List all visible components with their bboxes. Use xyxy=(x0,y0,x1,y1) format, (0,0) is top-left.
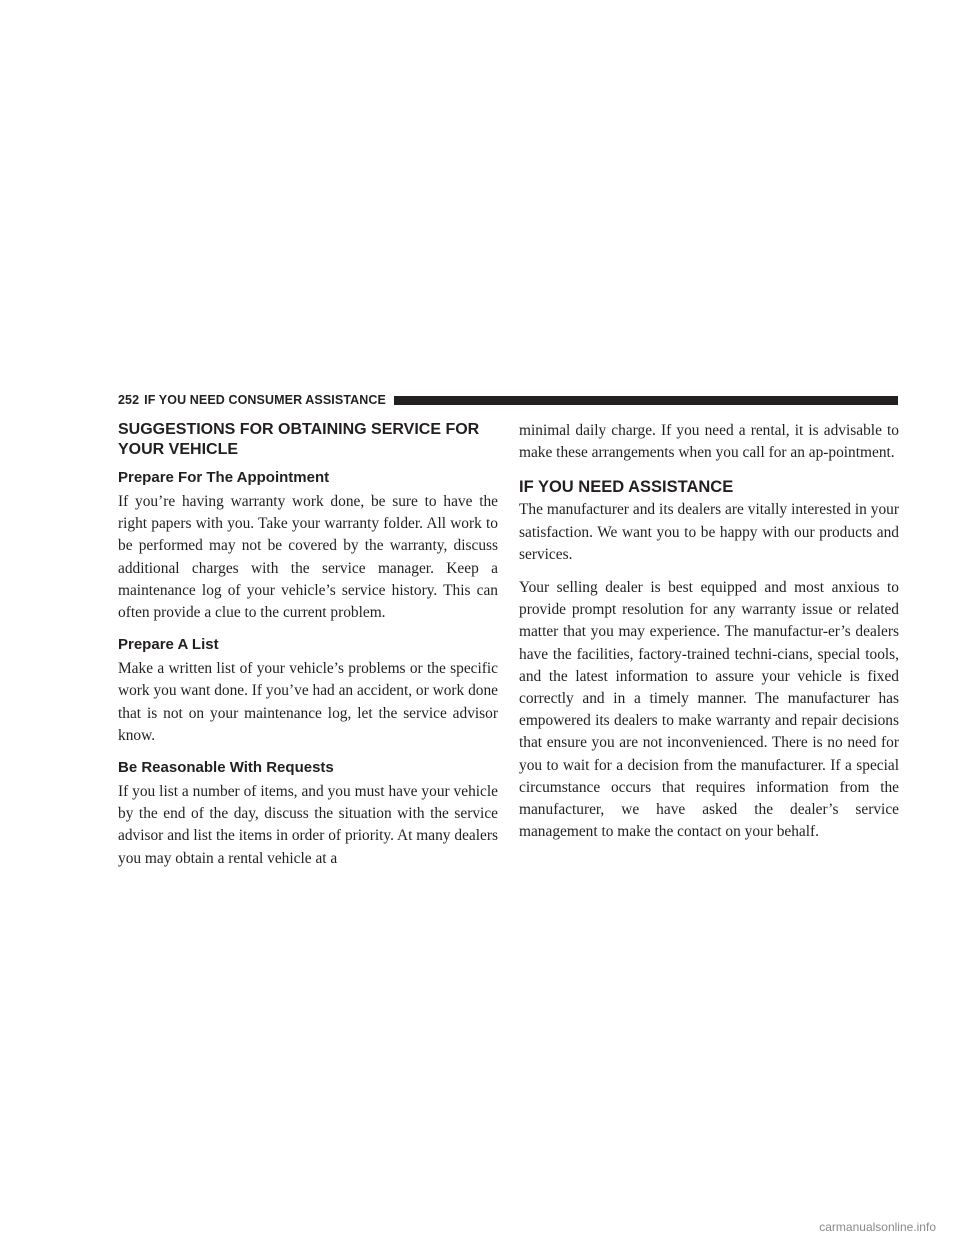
subheading-prepare-appointment: Prepare For The Appointment xyxy=(118,469,330,486)
paragraph-prepare-list: Make a written list of your vehicle’s problems or the specific work you want done. If you’ve had an accident, or work done that is not on your maintenance log, let the service advisor know. xyxy=(118,660,498,744)
paragraph-prepare-appointment: If you’re having warranty work done, be sure to have the right papers with you. Take your warranty folder. All work to be performed may not be covered by the warranty, discuss additional charges with the service manager. Keep a maintenance log of your vehicle’s service history. This can often provide a clue to the current problem. xyxy=(118,493,498,622)
section-title: IF YOU NEED CONSUMER ASSISTANCE xyxy=(144,393,386,407)
paragraph-be-reasonable: If you list a number of items, and you must have your vehicle by the end of the day, discuss the situation with the service advisor and list the items in order of priority. At many dealers you may obtain a rental vehicle at a xyxy=(118,783,498,867)
watermark: carmanualsonline.info xyxy=(819,1220,936,1234)
paragraph-continuation: minimal daily charge. If you need a rental, it is advisable to make these arrangements when you call for an ap-pointment. xyxy=(519,422,899,462)
left-column xyxy=(118,420,498,881)
paragraph-assistance-intro: The manufacturer and its dealers are vitally interested in your satisfaction. We want you to be happy with our products and services. xyxy=(519,501,899,563)
subheading-be-reasonable: Be Reasonable With Requests xyxy=(118,759,334,777)
main-heading: SUGGESTIONS FOR OBTAINING SERVICE FOR YOUR VEHICLE xyxy=(118,421,480,458)
header-rule xyxy=(394,396,898,405)
right-column xyxy=(519,420,899,854)
assistance-heading: IF YOU NEED ASSISTANCE xyxy=(519,478,734,497)
page-number: 252 xyxy=(118,393,140,407)
running-header xyxy=(118,392,898,408)
paragraph-selling-dealer: Your selling dealer is best equipped and most anxious to provide prompt resolution for any warranty issue or related matter that you may experience. The manufactur-er’s dealers have the facilities, factory-trained techni-cians, special tools, and the latest information to assure your vehicle is fixed correctly and in a timely manner. The manufacturer has empowered its dealers to make warranty and repair decisions that ensure you are not inconvenienced. There is no need for you to wait for a decision from the manufacturer. If a special circumstance occurs that requires information from the manufacturer, we have asked the dealer’s service management to make the contact on your behalf. xyxy=(519,579,899,841)
subheading-prepare-list: Prepare A List xyxy=(118,636,219,654)
